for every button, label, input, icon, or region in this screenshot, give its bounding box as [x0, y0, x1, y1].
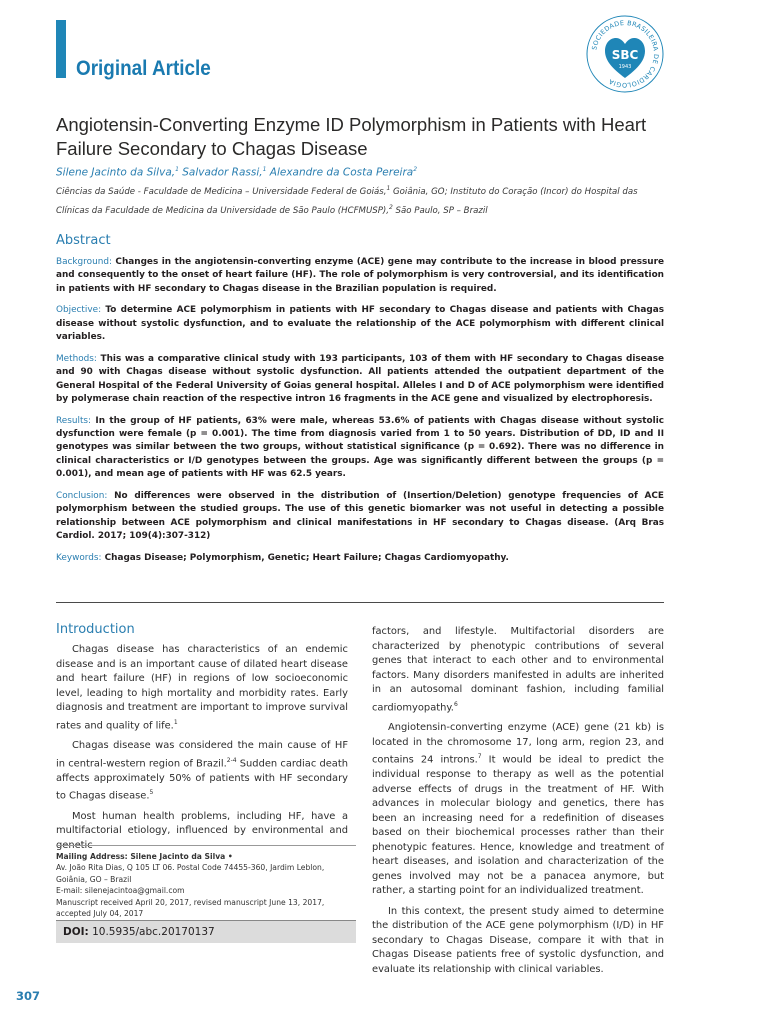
- paragraph-text: Most human health problems, including HF, have a multifactorial etiology, influenced by environmental and: [56, 810, 348, 837]
- author-affiliation-mark: 1: [262, 166, 267, 173]
- citation-mark: 6: [453, 700, 458, 708]
- author-name: Salvador Rassi,: [182, 166, 263, 179]
- page-number: 307: [16, 989, 41, 1003]
- doi-value: 10.5935/abc.20170137: [92, 926, 215, 938]
- logo-year: 1943: [618, 64, 632, 70]
- author-affiliation-mark: 1: [175, 166, 179, 173]
- abstract-body: [56, 256, 664, 573]
- affiliations: [56, 181, 656, 219]
- mailing-line: Goiânia, GO – Brazil: [56, 874, 132, 884]
- paragraph: [56, 810, 348, 854]
- abstract-section: [56, 304, 664, 344]
- abstract-section-label: Results:: [56, 415, 92, 426]
- abstract-section-label: Methods:: [56, 353, 97, 364]
- mailing-heading: Mailing Address: Silene Jacinto da Silva •: [56, 852, 233, 861]
- mailing-line: E-mail: silenejacintoa@gmail.com: [56, 886, 185, 896]
- doi-label: DOI:: [63, 926, 89, 938]
- introduction-heading: Introduction: [56, 622, 135, 637]
- mailing-address: [56, 851, 356, 919]
- paragraph: [372, 721, 664, 898]
- abstract-section-label: Objective:: [56, 305, 102, 316]
- author-affiliation-mark: 2: [413, 166, 418, 173]
- citation-mark: 2-4: [226, 756, 237, 764]
- paragraph: [372, 625, 664, 715]
- abstract-heading: Abstract: [56, 233, 111, 248]
- keywords-text: Chagas Disease; Polymorphism, Genetic; Heart Failure; Chagas Cardiomyopathy.: [101, 552, 509, 563]
- divider: [56, 602, 664, 603]
- paragraph-text: Sudden cardiac death affects approximately 50% of patients with HF secondary to Chagas disease.: [56, 758, 348, 802]
- paragraph-text: Chagas disease has characteristics of an endemic disease and is an important cause of dilated heart disease and heart failure (HF) in regions of low socioeconomic level, leading to high mortality and morbidity rates. Early diagnosis and treatment are important to improve survival rates and quality of life.: [56, 644, 348, 731]
- paragraph-text: It would be ideal to predict the individual response to therapy as well as the potential adverse effects of drugs in the treatment of HF. With advances in molecular biology and genetics, there has been an increasing need for a redefinition of diseases based on their biochemical processes rather than their phenotypic features. Hence, knowledge and treatment of heart diseases, and isolation and characterization of the genes involved may not be a panacea anymore, but rather, a starting point for an individualized treatment.: [372, 754, 664, 897]
- paragraph-text: In this context, the present study aimed to determine the distribution of the ACE gene polymorphism (I/D) in HF secondary to Chagas Disease, compare it with that in Chagas Disease patients free of systolic dysfunction, and evaluate its relationship with clinical variables.: [372, 905, 664, 975]
- abstract-section-label: Background:: [56, 257, 112, 267]
- footnote-divider: [56, 845, 356, 846]
- keywords-label: Keywords:: [56, 552, 102, 563]
- introduction-left-column: [56, 643, 348, 859]
- paragraph-text: factors, and lifestyle. Multifactorial disorders are characterized by phenotypic contributions of several genes that interact to each other and to environmental factors. Many disorders manifested in adults are inherited in an autosomal dominant fashion, including familial cardiomyopathy.: [372, 626, 664, 713]
- sbc-logo-icon: [585, 14, 665, 94]
- authors: [56, 166, 417, 179]
- section-color-bar: [56, 20, 66, 78]
- affiliation-mark: 1: [386, 185, 391, 192]
- abstract-section-text: No differences were observed in the distribution of (Insertion/Deletion) genotype frequencies of ACE polymorphism between the studied groups. The use of this genetic biomarker was not useful in detecting a possible relationship between ACE polymorphism and clinical manifestations in HF secondary to Chagas disease. (Arq Bras Cardiol. 2017; 109(4):307-312): [56, 490, 664, 542]
- affiliation-text: Goiânia, GO; Instituto do Coração (Incor) do Hospital das Clínicas da Faculdade de Medicina da Universidade de São Paulo (HCFMUSP),: [56, 186, 638, 216]
- doi-box: [56, 920, 356, 943]
- mailing-line: accepted July 04, 2017: [56, 909, 144, 919]
- citation-mark: 7: [477, 753, 482, 761]
- author-name: Alexandre da Costa Pereira: [269, 166, 414, 179]
- paragraph-text: Angiotensin-converting enzyme (ACE) gene (21 kb) is located in the chromosome 17, long arm, region 23, and contains 24 introns.: [372, 722, 664, 766]
- abstract-section-label: Conclusion:: [56, 490, 108, 501]
- paragraph: [56, 739, 348, 804]
- abstract-section: [56, 490, 664, 544]
- abstract-section-text: Changes in the angiotensin-converting enzyme (ACE) gene may contribute to the increase in blood pressure and consequently to the onset of heart failure (HF). The role of polymorphism is very controversial, and its identification in patients with HF secondary to Chagas disease in the Brazilian population is required.: [56, 257, 664, 294]
- abstract-section: [56, 353, 664, 407]
- section-label: Original Article: [76, 57, 211, 80]
- affiliation-mark: 2: [389, 203, 393, 211]
- abstract-section-text: To determine ACE polymorphism in patients with HF secondary to Chagas disease and patients with Chagas disease without systolic dysfunction, and to evaluate the relationship of the ACE polymorphism with different clinical variables.: [56, 305, 664, 343]
- article-title: Angiotensin-Converting Enzyme ID Polymorphism in Patients with Heart Failure Secondary to Chagas Disease: [56, 114, 647, 159]
- author-name: Silene Jacinto da Silva,: [56, 166, 176, 179]
- mailing-line: Manuscript received April 20, 2017, revised manuscript June 13, 2017,: [56, 897, 325, 907]
- abstract-section-text: This was a comparative clinical study with 193 participants, 103 of them with HF secondary to Chagas disease and 90 with Chagas disease without systolic dysfunction. All patients attended the outpatient department of the General Hospital of the Federal University of Goias general hospital. Alleles I and D of ACE polymorphism were identified by polymerase chain reaction of the respective intron 16 fragments in the ACE gene and visualized by electrophoresis.: [56, 353, 664, 405]
- affiliation-text: Ciências da Saúde - Faculdade de Medicina – Universidade Federal de Goiás,: [56, 186, 387, 197]
- citation-mark: 1: [173, 718, 178, 726]
- affiliation-text: São Paulo, SP – Brazil: [392, 205, 488, 216]
- abstract-section: [56, 256, 664, 296]
- logo-ring-text: SOCIEDADE BRASILEIRA DE CARDIOLOGIA: [590, 18, 661, 90]
- paragraph-text: Chagas disease was considered the main cause of HF in central-western region of Brazil.: [56, 740, 348, 770]
- abstract-section-text: In the group of HF patients, 63% were male, whereas 53.6% of patients with Chagas disease without systolic dysfunction were female (p = 0.001). The time from diagnosis varied from 1 to 50 years. Distribution of DD, ID and II genotypes was similar between the two groups, without statistical significance (p = 0.692). There was no difference in clinical characteristics or I/D genotypes between the groups. Age was significantly different between the groups (p = 0.001), and mean age of patients with HF was 62.5 years.: [56, 415, 664, 480]
- introduction-right-column: [372, 625, 664, 983]
- keywords: [56, 552, 664, 565]
- mailing-line: Av. João Rita Dias, Q 105 LT 06. Postal Code 74455-360, Jardim Leblon,: [56, 863, 325, 873]
- citation-mark: 5: [149, 789, 154, 797]
- paragraph: [56, 643, 348, 733]
- logo-center-text: SBC: [611, 48, 639, 62]
- abstract-section: [56, 415, 664, 482]
- paragraph: [372, 905, 664, 978]
